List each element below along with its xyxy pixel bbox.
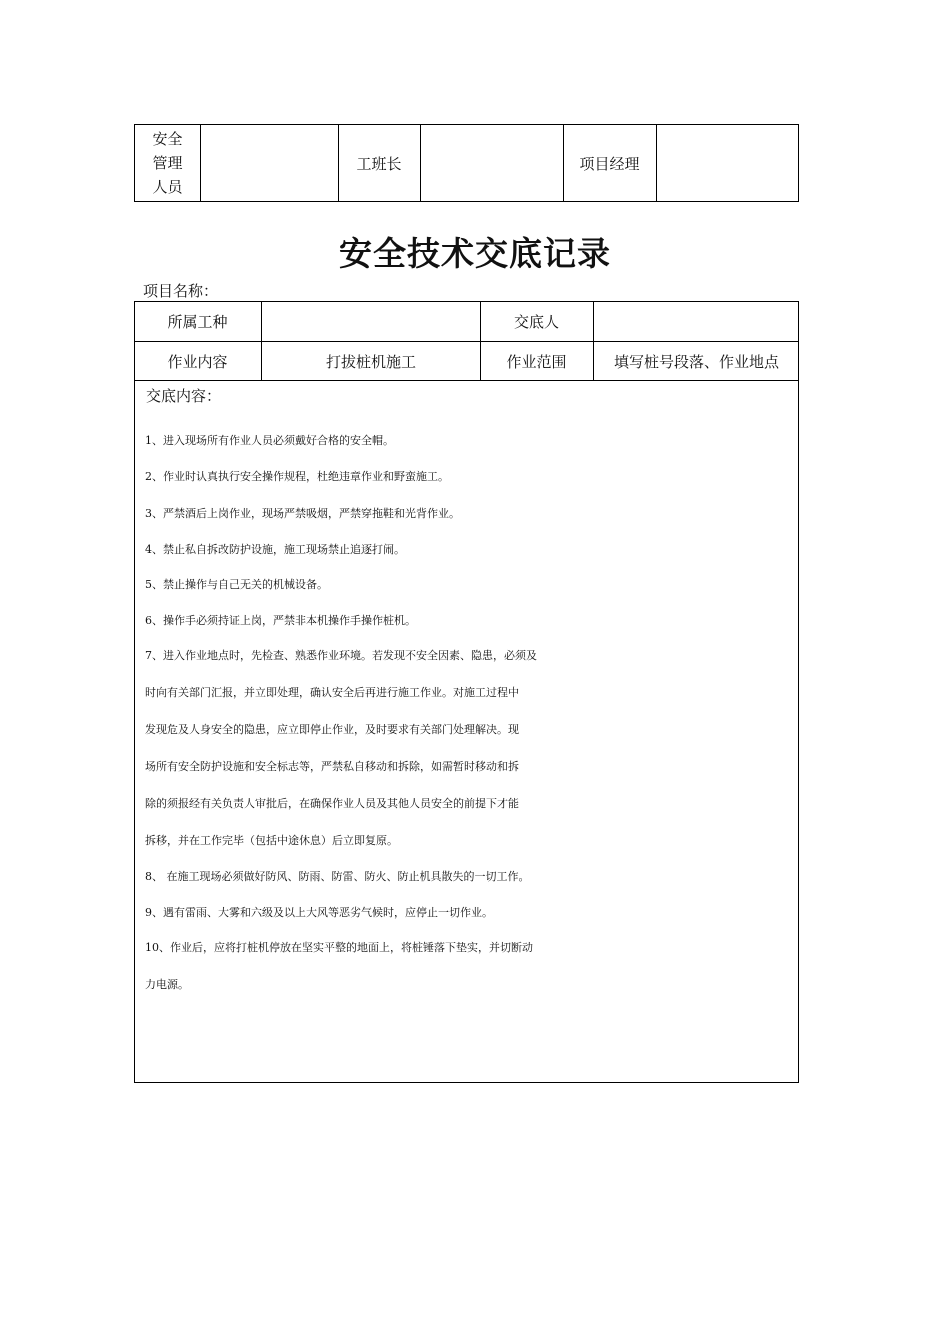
briefing-line: 4、禁止私自拆改防护设施，施工现场禁止追逐打闹。 — [145, 543, 405, 556]
briefing-line: 2、作业时认真执行安全操作规程，杜绝违章作业和野蛮施工。 — [145, 470, 449, 483]
briefing-line: 3、严禁酒后上岗作业，现场严禁吸烟，严禁穿拖鞋和光背作业。 — [145, 507, 460, 520]
project-name-label: 项目名称： — [143, 282, 219, 300]
briefer-value[interactable] — [594, 301, 799, 341]
briefing-line: 7、进入作业地点时，先检查、熟悉作业环境。若发现不安全因素、隐患，必须及 — [145, 649, 537, 662]
foreman-value[interactable] — [421, 124, 563, 202]
briefing-line: 拆移，并在工作完毕（包括中途休息）后立即复原。 — [145, 834, 398, 847]
safety-staff-label-line: 安全 — [152, 130, 183, 148]
trade-label: 所属工种 — [167, 312, 228, 331]
briefer-label: 交底人 — [513, 312, 559, 331]
work-scope-value[interactable]: 填写桩号段落、作业地点 — [613, 352, 779, 371]
trade-value[interactable] — [262, 301, 480, 341]
briefing-line: 5、禁止操作与自己无关的机械设备。 — [145, 578, 328, 591]
briefing-line: 场所有安全防护设施和安全标志等，严禁私自移动和拆除，如需暂时移动和拆 — [145, 760, 519, 773]
briefing-line: 时向有关部门汇报，并立即处理，确认安全后再进行施工作业。对施工过程中 — [145, 686, 519, 699]
briefing-line: 发现危及人身安全的隐患，应立即停止作业，及时要求有关部门处理解决。现 — [145, 723, 519, 736]
briefing-content-label: 交底内容： — [146, 387, 222, 405]
briefing-line: 力电源。 — [145, 978, 189, 991]
briefing-line: 1、进入现场所有作业人员必须戴好合格的安全帽。 — [145, 434, 394, 447]
briefing-line: 10、作业后，应将打桩机停放在坚实平整的地面上，将桩锤落下垫实，并切断动 — [145, 941, 533, 954]
project-manager-label: 项目经理 — [579, 154, 640, 173]
safety-staff-label-line: 管理 — [152, 154, 183, 172]
briefing-line: 除的须报经有关负责人审批后，在确保作业人员及其他人员安全的前提下才能 — [145, 797, 519, 810]
work-scope-label: 作业范围 — [506, 352, 567, 371]
work-content-value[interactable]: 打拔桩机施工 — [325, 352, 416, 371]
safety-staff-label — [134, 124, 201, 202]
safety-staff-label-line: 人员 — [152, 178, 183, 196]
briefing-line: 8、 在施工现场必须做好防风、防雨、防雷、防火、防止机具散失的一切工作。 — [145, 870, 530, 883]
briefing-line: 9、遇有雷雨、大雾和六级及以上大风等恶劣气候时，应停止一切作业。 — [145, 906, 493, 919]
briefing-line: 6、操作手必须持证上岗，严禁非本机操作手操作桩机。 — [145, 614, 416, 627]
document-title: 安全技术交底记录 — [339, 234, 611, 273]
safety-staff-value[interactable] — [201, 124, 338, 202]
foreman-label: 工班长 — [356, 154, 402, 173]
work-content-label: 作业内容 — [167, 352, 228, 371]
project-manager-value[interactable] — [657, 124, 799, 202]
